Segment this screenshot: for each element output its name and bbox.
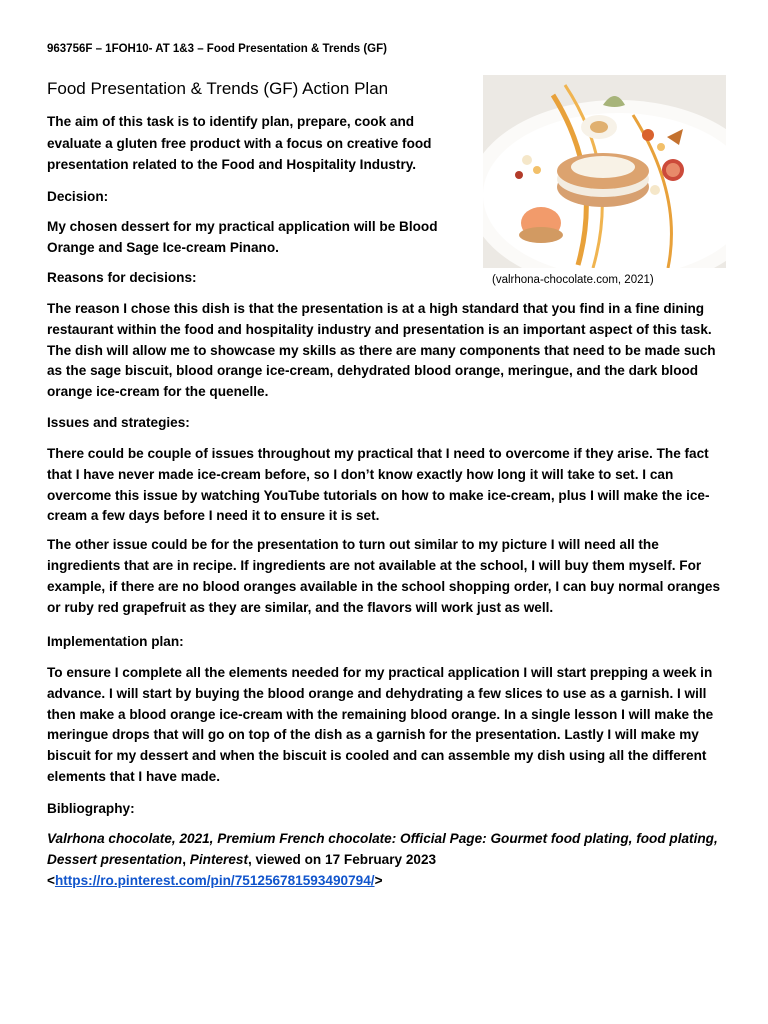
issues-heading: Issues and strategies: [47,415,190,430]
page-title: Food Presentation & Trends (GF) Action Plan [47,79,389,98]
decision-heading: Decision: [47,188,109,204]
reasons-heading: Reasons for decisions: [47,269,197,285]
implementation-section [47,632,727,788]
dessert-plate-image [483,75,726,268]
bibliography-heading: Bibliography: [47,801,135,816]
citation-viewed: , viewed on 17 February 2023 [247,851,437,867]
reasons-section [47,299,727,403]
bibliography-section [47,799,727,891]
image-caption: (valrhona-chocolate.com, 2021) [492,274,654,286]
citation-link[interactable]: https://ro.pinterest.com/pin/751256781593490794/ [54,872,375,888]
citation-title: Valrhona chocolate, 2021, Premium French chocolate: Official Page: Gourmet food plating, food plating, Dessert presentation [47,831,718,867]
dessert-photo [483,75,726,268]
citation-separator: , [182,851,190,867]
issues-section [47,413,727,618]
bibliography-entry [47,829,727,891]
implementation-paragraph: To ensure I complete all the elements needed for my practical application I will start prepping a week in advance. I will start by buying the blood orange and dehydrating a few slices to use as a garnish. I will then make a blood orange ice-cream with the remaining blood orange. In a single lesson I will make the meringue drops that will go on top of the dish as a garnish for the presentation. Lastly I will make my biscuit for my dessert and when the biscuit is cooled and can assemble my dish using all the different elements that I have made. [47,665,714,784]
intro-paragraph: The aim of this task is to identify plan, prepare, cook and evaluate a gluten free product with a focus on creative food presentation related to the Food and Hospitality Industry. [47,114,432,172]
implementation-heading: Implementation plan: [47,634,184,649]
document-header: 963756F – 1FOH10- AT 1&3 – Food Presentation & Trends (GF) [47,43,387,55]
decision-paragraph: My chosen dessert for my practical application will be Blood Orange and Sage Ice-cream Pinano. [47,218,438,255]
intro-column [47,111,467,288]
reasons-paragraph: The reason I chose this dish is that the presentation is at a high standard that you find in a fine dining restaurant within the food and hospitality industry and presentation is an important aspect of this task. The dish will allow me to showcase my skills as there are many components that need to be made such as the sage biscuit, blood orange ice-cream, dehydrated blood orange, meringue, and the dark blood orange ice-cream for the quenelle. [47,301,716,400]
url-open-bracket: < [47,872,55,888]
issues-paragraph-2: The other issue could be for the presentation to turn out similar to my picture I will need all the ingredients that are in recipe. If ingredients are not available at the school, I will buy them myself. For example, if there are no blood oranges available in the school shopping order, I can buy normal oranges or ruby red grapefruit as they are similar, and the flavors will work just as well. [47,537,721,615]
citation-publisher: Pinterest [189,851,248,867]
issues-paragraph-1: There could be couple of issues throughout my practical that I need to overcome if they arise. The fact that I have never made ice-cream before, so I don’t know exactly how long it will take to set. I can overcome this issue by watching YouTube tutorials on how to make ice-cream, plus I will make the ice-cream a few days before I need it to ensure it is set. [47,446,710,524]
url-close-bracket: > [374,872,383,888]
